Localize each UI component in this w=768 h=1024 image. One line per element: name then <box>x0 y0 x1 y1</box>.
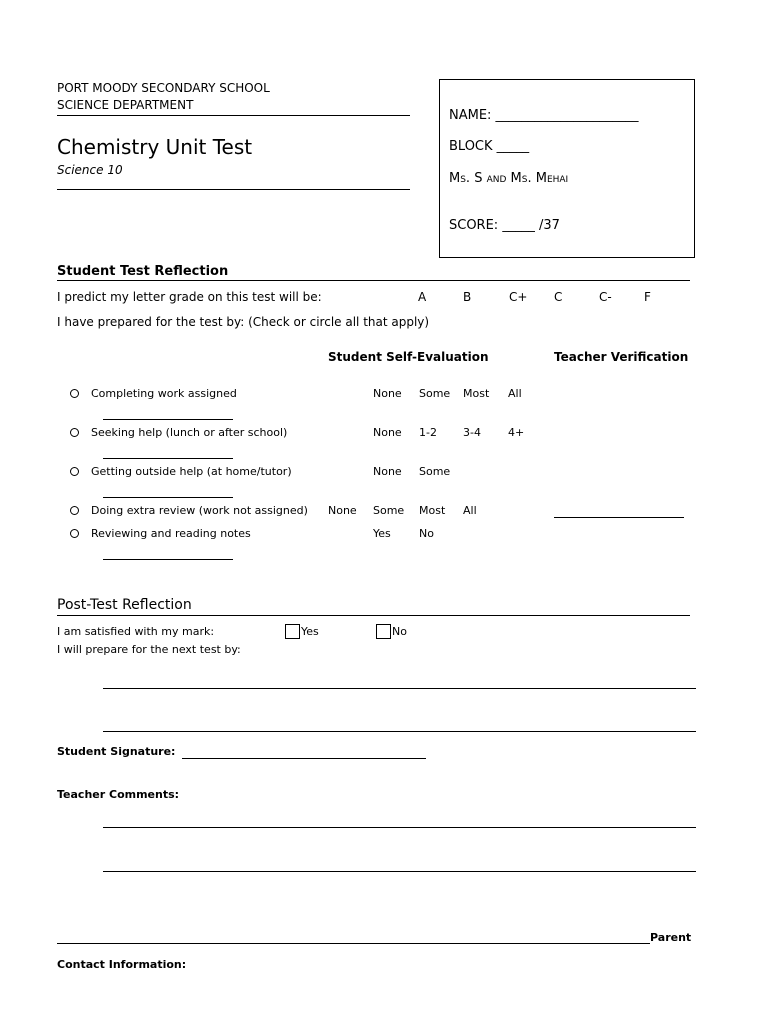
prepare-line-2[interactable] <box>103 731 696 732</box>
signature-line[interactable] <box>182 758 426 759</box>
grade-option-f[interactable]: F <box>644 290 651 304</box>
post-test-heading: Post-Test Reflection <box>57 597 192 613</box>
checkbox-circle-icon[interactable] <box>70 389 79 398</box>
grade-option-b[interactable]: B <box>463 290 472 304</box>
option-all[interactable]: All <box>463 504 477 517</box>
checkbox-circle-icon[interactable] <box>70 467 79 476</box>
teacher-verification-header: Teacher Verification <box>554 350 689 364</box>
option-none[interactable]: None <box>328 504 357 517</box>
item-seeking-help: Seeking help (lunch or after school) <box>91 426 288 439</box>
prepare-text: I will prepare for the next test by: <box>57 643 241 656</box>
predict-text: I predict my letter grade on this test will be: <box>57 290 322 304</box>
department-name: SCIENCE DEPARTMENT <box>57 98 194 112</box>
option-none[interactable]: None <box>373 465 402 478</box>
option-some[interactable]: Some <box>419 465 451 478</box>
option-some[interactable]: Some <box>373 504 405 517</box>
option-no[interactable]: No <box>419 527 434 540</box>
block-field[interactable]: BLOCK _____ <box>449 139 530 154</box>
option-some[interactable]: Some <box>419 387 451 400</box>
header-divider <box>57 115 410 116</box>
signature-label: Student Signature: <box>57 745 176 758</box>
option-most[interactable]: Most <box>419 504 446 517</box>
teacher-comments-label: Teacher Comments: <box>57 788 180 801</box>
teacher-verification-line[interactable] <box>554 517 684 518</box>
item-reviewing-notes: Reviewing and reading notes <box>91 527 251 540</box>
post-test-divider <box>57 615 690 616</box>
option-all[interactable]: All <box>508 387 522 400</box>
parent-label: Parent <box>650 931 692 944</box>
verification-line[interactable] <box>103 559 233 560</box>
name-field[interactable]: NAME: ______________________ <box>449 108 639 123</box>
verification-line[interactable] <box>103 419 233 420</box>
reflection-divider <box>57 280 690 281</box>
parent-line[interactable] <box>57 943 650 944</box>
item-outside-help: Getting outside help (at home/tutor) <box>91 465 292 478</box>
verification-line[interactable] <box>103 497 233 498</box>
item-extra-review: Doing extra review (work not assigned) <box>91 504 308 517</box>
contact-label: Contact Information: <box>57 958 187 971</box>
no-checkbox[interactable] <box>376 624 391 639</box>
comments-line-1[interactable] <box>103 827 696 828</box>
yes-label: Yes <box>301 625 319 638</box>
verification-line[interactable] <box>103 458 233 459</box>
prepared-text: I have prepared for the test by: (Check or circle all that apply) <box>57 315 430 329</box>
checkbox-circle-icon[interactable] <box>70 529 79 538</box>
satisfied-text: I am satisfied with my mark: <box>57 625 215 638</box>
page-subtitle: Science 10 <box>57 163 123 177</box>
grade-option-c-minus[interactable]: C- <box>599 290 612 304</box>
checkbox-circle-icon[interactable] <box>70 428 79 437</box>
no-label: No <box>392 625 407 638</box>
option-none[interactable]: None <box>373 387 402 400</box>
page-title: Chemistry Unit Test <box>57 135 253 159</box>
title-divider <box>57 189 410 190</box>
comments-line-2[interactable] <box>103 871 696 872</box>
yes-checkbox[interactable] <box>285 624 300 639</box>
option-most[interactable]: Most <box>463 387 490 400</box>
option-3-4[interactable]: 3-4 <box>463 426 481 439</box>
school-name: PORT MOODY SECONDARY SCHOOL <box>57 81 270 95</box>
option-1-2[interactable]: 1-2 <box>419 426 437 439</box>
option-4-plus[interactable]: 4+ <box>508 426 525 439</box>
option-yes[interactable]: Yes <box>373 527 391 540</box>
reflection-heading: Student Test Reflection <box>57 264 229 279</box>
prepare-line-1[interactable] <box>103 688 696 689</box>
grade-option-a[interactable]: A <box>418 290 427 304</box>
option-none[interactable]: None <box>373 426 402 439</box>
score-field: SCORE: _____ /37 <box>449 218 560 233</box>
grade-option-c-plus[interactable]: C+ <box>509 290 528 304</box>
item-completing-work: Completing work assigned <box>91 387 237 400</box>
checkbox-circle-icon[interactable] <box>70 506 79 515</box>
self-evaluation-header: Student Self-Evaluation <box>328 350 489 364</box>
grade-option-c[interactable]: C <box>554 290 563 304</box>
teacher-names: Ms. S and Ms. Mehai <box>449 171 569 186</box>
